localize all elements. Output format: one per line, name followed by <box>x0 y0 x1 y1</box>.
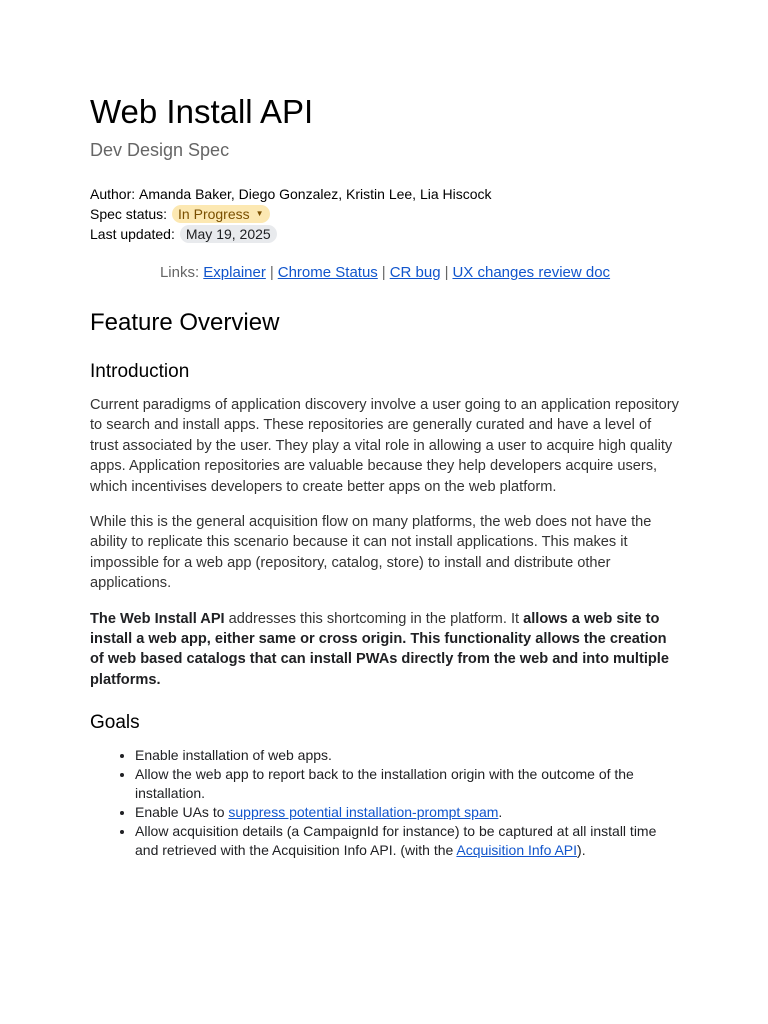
intro-paragraph-1: Current paradigms of application discovery involve a user going to an application repository to search and install apps. These repositories are generally curated and have a level of trust associated by the user. They play a vital role in allowing a user to acquire high quality apps. Application repositories are valuable because they help developers acquire users, which incentivises developers to create better apps on the web platform. <box>90 397 679 495</box>
intro-paragraph-2: While this is the general acquisition flow on many platforms, the web does not have the ability to replicate this scenario because it can not install applications. This makes it impossible for a web app (repository, catalog, store) to install and distribute other applications. <box>90 514 652 592</box>
link-separator: | <box>381 264 386 281</box>
acquisition-info-api-link[interactable]: Acquisition Info API <box>456 842 578 859</box>
paragraph-text: addresses this shortcoming in the platform. It <box>224 610 524 627</box>
status-dropdown-chip[interactable] <box>172 205 270 223</box>
bold-statement: allows a web site to install a web app, either same or cross origin. This functionality allows the creation of web based catalogs that can install PWAs directly from the web and into multiple platforms. <box>90 610 669 688</box>
metadata-block <box>90 184 680 244</box>
author-value: Amanda Baker, Diego Gonzalez, Kristin Lee, Lia Hiscock <box>139 186 492 202</box>
goals-heading: Goals <box>90 712 140 734</box>
spam-suppression-link[interactable]: suppress potential installation-prompt spam <box>228 804 499 821</box>
cr-bug-link[interactable]: CR bug <box>389 264 441 281</box>
list-item: • Allow the web app to report back to the installation origin with the outcome of the installation. <box>135 765 680 803</box>
author-label: Author: <box>90 186 136 202</box>
bold-api-name: The Web Install API <box>90 610 225 627</box>
goals-list <box>90 746 680 860</box>
status-value: In Progress <box>178 206 250 222</box>
introduction-heading: Introduction <box>90 361 190 382</box>
link-separator: | <box>269 264 274 281</box>
link-separator: | <box>444 264 449 281</box>
list-item-text: ). <box>577 842 586 859</box>
list-item-text: Allow acquisition details (a CampaignId for instance) to be captured at all install time and retrieved with the Acquisition Info API. (with the <box>135 823 657 859</box>
document-title: Web Install API <box>90 93 314 130</box>
date-chip[interactable]: May 19, 2025 <box>180 225 277 243</box>
ux-review-doc-link[interactable]: UX changes review doc <box>452 264 611 281</box>
chevron-down-icon: ▼ <box>255 209 264 218</box>
updated-line <box>90 224 680 244</box>
list-item: • Enable installation of web apps. <box>135 746 680 765</box>
document-content <box>90 90 680 860</box>
status-line <box>90 204 680 224</box>
author-line <box>90 184 680 204</box>
list-item-text: Enable UAs to <box>135 804 229 821</box>
links-label: Links: <box>159 264 200 281</box>
list-item <box>135 822 680 860</box>
list-item <box>135 803 680 822</box>
list-item-text: . <box>498 804 503 821</box>
intro-paragraph-3 <box>90 609 680 691</box>
feature-overview-heading: Feature Overview <box>90 309 280 336</box>
explainer-link[interactable]: Explainer <box>203 264 266 281</box>
document-subtitle: Dev Design Spec <box>90 140 230 160</box>
status-label: Spec status: <box>90 206 168 222</box>
links-line <box>90 264 680 281</box>
chrome-status-link[interactable]: Chrome Status <box>277 264 378 281</box>
updated-label: Last updated: <box>90 226 175 242</box>
